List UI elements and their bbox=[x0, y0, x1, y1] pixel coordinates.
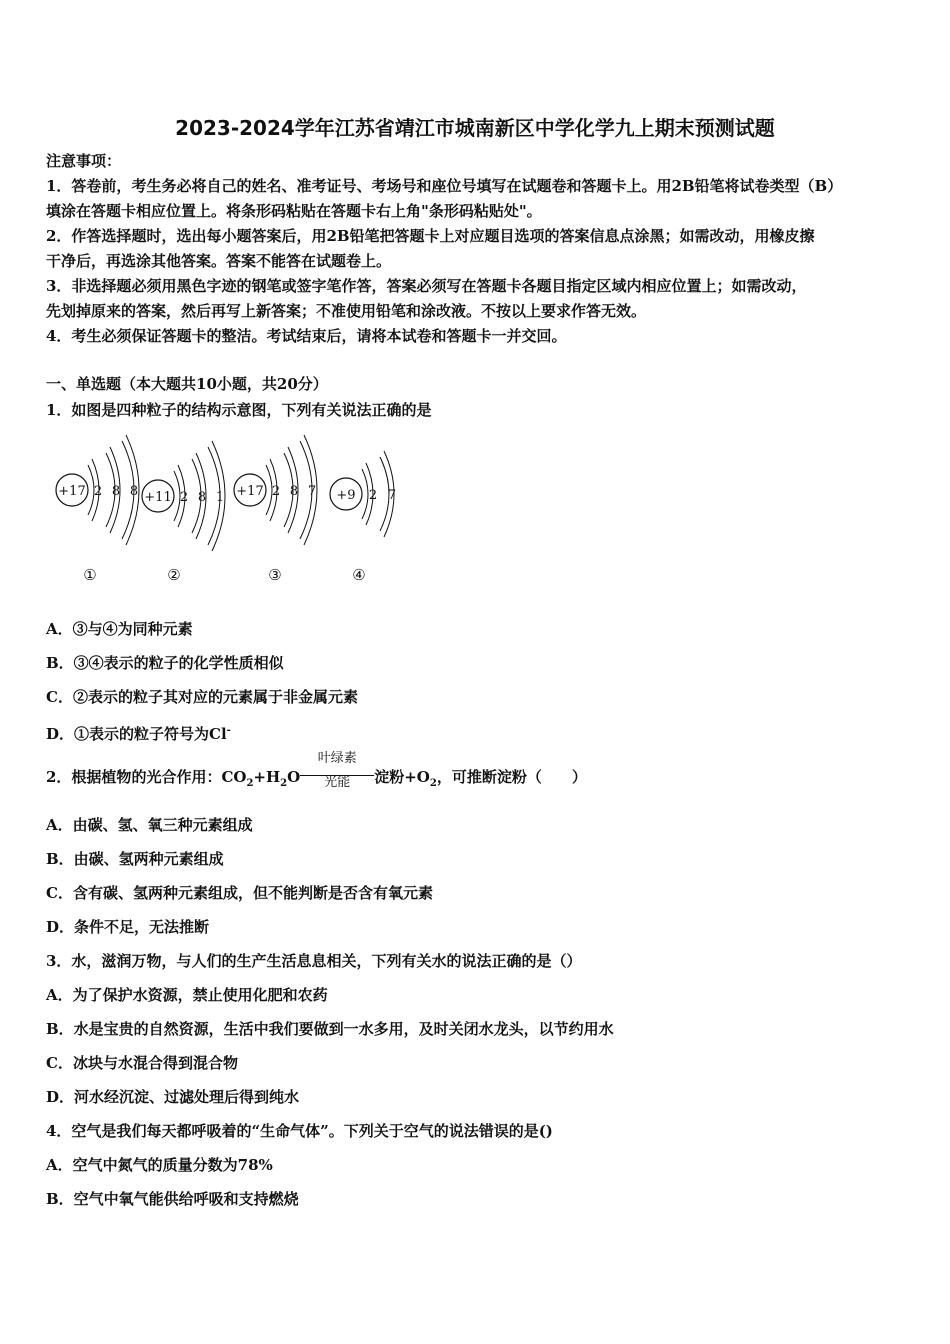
option-a: A．为了保护水资源，禁止使用化肥和农药 bbox=[46, 986, 328, 1004]
option-d bbox=[46, 721, 231, 744]
notice-line: 填涂在答题卡相应位置上。将条形码粘贴在答题卡右上角"条形码粘贴处"。 bbox=[46, 202, 542, 220]
notice-line: 1．答卷前，考生务必将自己的姓名、准考证号、考场号和座位号填写在试题卷和答题卡上。用2B铅笔将试卷类型（B） bbox=[46, 177, 843, 195]
question-stem: 3．水，滋润万物，与人们的生产生活息息相关，下列有关水的说法正确的是（） bbox=[46, 952, 582, 970]
atom-label: ① bbox=[83, 566, 97, 584]
notice-heading: 注意事项： bbox=[46, 152, 122, 170]
equation-suffix: ，可推断淀粉（ ） bbox=[436, 768, 587, 786]
atom-label: ② bbox=[167, 566, 181, 584]
notice-line: 4．考生必须保证答题卡的整洁。考试结束后，请将本试卷和答题卡一并交回。 bbox=[46, 327, 567, 345]
option-a: A．由碳、氢、氧三种元素组成 bbox=[46, 816, 253, 834]
option-d-text: D．①表示的粒子符号为Cl bbox=[46, 725, 227, 743]
reaction-arrow bbox=[300, 751, 374, 790]
atom-diagram-4 bbox=[330, 451, 396, 584]
reaction-condition-top: 叶绿素 bbox=[317, 751, 357, 766]
shell-electrons: 2 bbox=[271, 484, 281, 499]
shell-electrons: 2 bbox=[93, 484, 103, 499]
atom-diagram-2 bbox=[142, 441, 225, 584]
notice-line: 干净后，再选涂其他答案。答案不能答在试题卷上。 bbox=[46, 252, 392, 270]
subscript: 2 bbox=[246, 778, 254, 789]
atom-diagram-3 bbox=[234, 435, 317, 584]
option-b: B．水是宝贵的自然资源，生活中我们要做到一水多用，及时关闭水龙头，以节约用水 bbox=[46, 1020, 614, 1038]
atom-nucleus: +11 bbox=[144, 490, 172, 505]
atom-diagram-1 bbox=[56, 435, 139, 584]
notice-line: 2．作答选择题时，选出每小题答案后，用2B铅笔把答题卡上对应题目选项的答案信息点涂黑；如需改动，用橡皮擦 bbox=[46, 227, 815, 245]
option-c: C．冰块与水混合得到混合物 bbox=[46, 1054, 238, 1072]
shell-electrons: 8 bbox=[197, 490, 207, 505]
atom-nucleus: +9 bbox=[336, 488, 356, 503]
shell-electrons: 7 bbox=[387, 488, 397, 503]
page-title: 2023-2024学年江苏省靖江市城南新区中学化学九上期末预测试题 bbox=[175, 116, 775, 140]
atom-structure-diagram bbox=[46, 432, 426, 592]
notice-line: 先划掉原来的答案，然后再写上新答案；不准使用铅笔和涂改液。不按以上要求作答无效。 bbox=[46, 302, 647, 320]
atom-label: ③ bbox=[268, 566, 282, 584]
option-b: B．空气中氧气能供给呼吸和支持燃烧 bbox=[46, 1190, 299, 1208]
question-stem: 4．空气是我们每天都呼吸着的“生命气体”。下列关于空气的说法错误的是() bbox=[46, 1122, 553, 1140]
question-stem bbox=[46, 751, 587, 794]
shell-electrons: 2 bbox=[368, 488, 378, 503]
option-a: A．③与④为同种元素 bbox=[46, 620, 193, 638]
atom-nucleus: +17 bbox=[236, 484, 264, 499]
option-d: D．条件不足，无法推断 bbox=[46, 918, 210, 936]
equation-part: O bbox=[287, 768, 301, 786]
subscript: 2 bbox=[280, 778, 288, 789]
option-b: B．由碳、氢两种元素组成 bbox=[46, 850, 224, 868]
atom-nucleus: +17 bbox=[58, 484, 86, 499]
option-c: C．含有碳、氢两种元素组成，但不能判断是否含有氧元素 bbox=[46, 884, 433, 902]
shell-electrons: 8 bbox=[289, 484, 299, 499]
question-stem: 1．如图是四种粒子的结构示意图，下列有关说法正确的是 bbox=[46, 401, 432, 419]
subscript: 2 bbox=[429, 778, 437, 789]
equation-part: +H bbox=[253, 768, 281, 786]
equation-product: 淀粉+O bbox=[374, 768, 430, 786]
atom-label: ④ bbox=[352, 566, 366, 584]
shell-electrons: 7 bbox=[307, 484, 317, 499]
shell-electrons: 8 bbox=[129, 484, 139, 499]
option-a: A．空气中氮气的质量分数为78% bbox=[46, 1156, 273, 1174]
charge-superscript: - bbox=[226, 725, 231, 736]
section-heading: 一、单选题（本大题共10小题，共20分） bbox=[46, 375, 328, 393]
notice-line: 3．非选择题必须用黑色字迹的钢笔或签字笔作答，答案必须写在答题卡各题目指定区域内相应位置上；如需改动， bbox=[46, 277, 807, 295]
shell-electrons: 1 bbox=[215, 490, 225, 505]
shell-electrons: 2 bbox=[179, 490, 189, 505]
reaction-condition-bottom: 光能 bbox=[324, 775, 351, 790]
option-d: D．河水经沉淀、过滤处理后得到纯水 bbox=[46, 1088, 300, 1106]
shell-electrons: 8 bbox=[111, 484, 121, 499]
equation-prefix: 2．根据植物的光合作用：CO bbox=[46, 768, 247, 786]
option-c: C．②表示的粒子其对应的元素属于非金属元素 bbox=[46, 688, 358, 706]
option-b: B．③④表示的粒子的化学性质相似 bbox=[46, 654, 284, 672]
